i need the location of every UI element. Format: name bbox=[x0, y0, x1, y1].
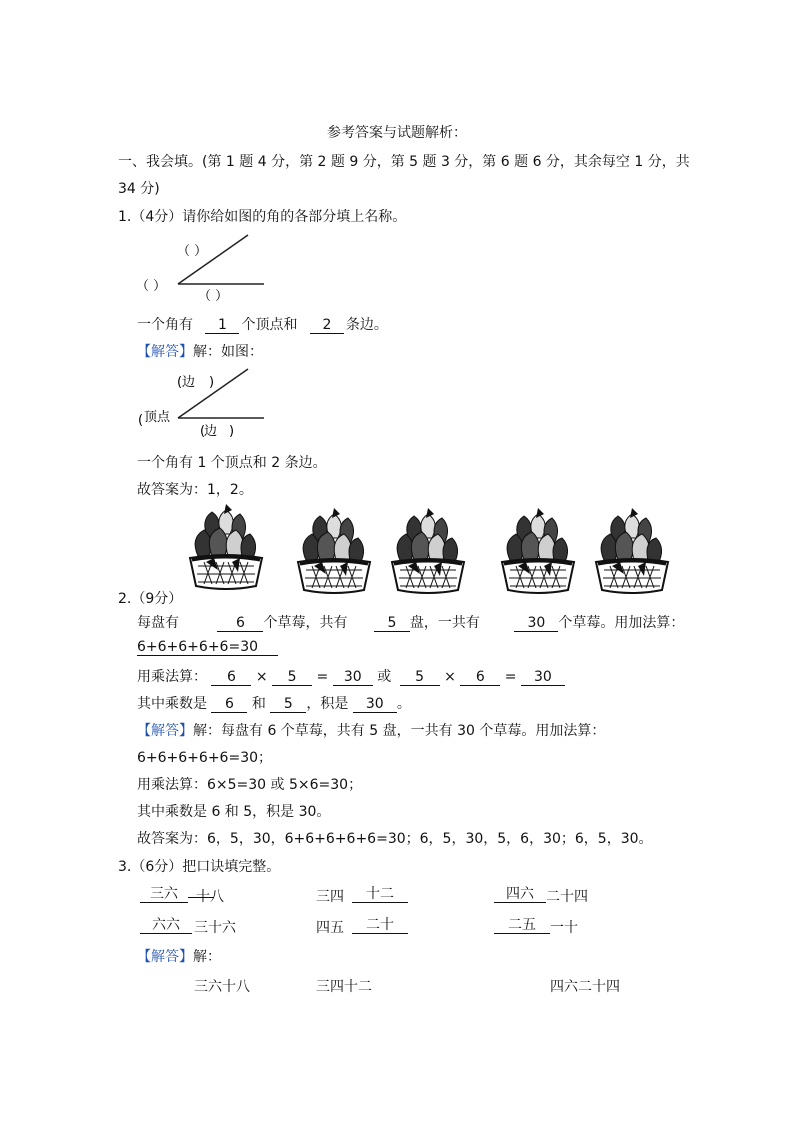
q2-blank-factor2: 5 bbox=[270, 696, 306, 713]
answer-tag: 【解答】 bbox=[137, 344, 193, 360]
q3-item bbox=[140, 917, 192, 934]
q3-item bbox=[494, 886, 546, 903]
q3-blank: 六六 bbox=[140, 917, 192, 934]
paren-left: （ ） bbox=[136, 279, 167, 294]
q2-final-answer: 故答案为：6，5，30，6+6+6+6+6=30；6，5，30，5，6，30；6，5，30。 bbox=[137, 831, 653, 847]
q3-blank: 十二 bbox=[352, 886, 408, 903]
q3-item bbox=[352, 886, 408, 903]
answer-paren-top-close: ) bbox=[209, 375, 215, 390]
q1-answer-angle-figure bbox=[136, 364, 276, 444]
q3-answer-lead-text: 解： bbox=[193, 949, 221, 965]
equals-sign: = bbox=[316, 669, 329, 685]
answer-paren-bottom-close: ) bbox=[229, 424, 235, 439]
label-edge-bottom: 边 bbox=[204, 424, 218, 439]
q1-fill-suffix: 条边。 bbox=[345, 317, 388, 333]
q2-l4-text-d: 。 bbox=[396, 696, 411, 712]
q3-item-rest: 一十 bbox=[550, 920, 578, 936]
q2-blank-mul-b1: 5 bbox=[400, 669, 440, 686]
q2-l3-or: 或 bbox=[377, 669, 392, 685]
q1-answer-lead-text: 解：如图： bbox=[193, 344, 263, 360]
q3-blank: 三六 bbox=[140, 886, 188, 903]
q2-l1-text-c: 个草莓，共有 bbox=[263, 615, 348, 631]
section-heading-line1: 一、我会填。(第 1 题 4 分，第 2 题 9 分，第 5 题 3 分，第 6 题 6 分，其余每空 1 分，共 bbox=[118, 154, 690, 170]
q3-item bbox=[494, 917, 550, 934]
q3-answer-item: 四六二十四 bbox=[550, 979, 620, 995]
q3-item-pre: 四五 bbox=[316, 920, 344, 936]
q2-heading: 2.（9分） bbox=[118, 591, 183, 607]
q3-item bbox=[352, 917, 408, 934]
strawberry-basket-image bbox=[594, 508, 672, 600]
paren-bottom: （ ） bbox=[198, 289, 229, 304]
q1-angle-figure bbox=[136, 228, 276, 308]
q2-strawberry-baskets bbox=[188, 504, 688, 596]
times-sign: × bbox=[255, 669, 268, 685]
q2-answer-1 bbox=[137, 720, 605, 740]
q1-heading: 1.（4分）请你给如图的角的各部分填上名称。 bbox=[118, 209, 407, 225]
answer-paren-top-open: ( bbox=[177, 375, 183, 390]
q2-answer-4: 其中乘数是 6 和 5，积是 30。 bbox=[137, 804, 331, 820]
q3-heading: 3.（6分）把口诀填完整。 bbox=[118, 859, 281, 875]
q2-blank-mul-a1: 6 bbox=[211, 669, 251, 686]
page-title: 参考答案与试题解析： bbox=[327, 125, 467, 141]
q3-blank: 二五 bbox=[494, 917, 550, 934]
q2-answer-3: 用乘法算：6×5=30 或 5×6=30； bbox=[137, 777, 363, 793]
q1-answer-lead bbox=[137, 341, 263, 361]
q1-fill-prefix: 一个角有 bbox=[137, 317, 193, 333]
q2-l1-text-e: 个草莓。用加法算： bbox=[558, 615, 685, 631]
strawberry-basket-image bbox=[390, 508, 468, 600]
angle-edge-top bbox=[178, 235, 248, 284]
q2-l4-text-c: ，积是 bbox=[306, 696, 349, 712]
q2-l4-and: 和 bbox=[251, 696, 266, 712]
strawberry-basket-image bbox=[296, 508, 374, 600]
answer-tag: 【解答】 bbox=[137, 949, 193, 965]
q2-blank-total: 30 bbox=[514, 615, 558, 632]
q2-l1-text-d: 盘，一共有 bbox=[409, 615, 480, 631]
q2-answer-1-text: 解：每盘有 6 个草莓，共有 5 盘，一共有 30 个草莓。用加法算： bbox=[193, 723, 606, 739]
section-heading-line2: 34 分) bbox=[118, 181, 160, 197]
q2-blank-mul-a3: 30 bbox=[333, 669, 373, 686]
q1-answer-text: 一个角有 1 个顶点和 2 条边。 bbox=[137, 455, 327, 471]
q2-l3-text-a: 用乘法算： bbox=[137, 669, 207, 685]
equals-sign: = bbox=[504, 669, 517, 685]
q2-line3 bbox=[137, 666, 565, 686]
q1-blank-vertex: 1 bbox=[205, 317, 239, 334]
q2-addition-blank: 6+6+6+6+6=30 bbox=[137, 639, 278, 656]
label-edge-top: 边 bbox=[182, 375, 196, 390]
q1-fill-mid: 个顶点和 bbox=[241, 317, 298, 333]
q3-item-pre: 三四 bbox=[316, 889, 344, 905]
q1-fill-line bbox=[137, 314, 388, 334]
q3-blank: 四六 bbox=[494, 886, 546, 903]
q3-blank: 二十 bbox=[352, 917, 408, 934]
q2-line2 bbox=[137, 639, 278, 656]
q2-line1 bbox=[137, 612, 684, 632]
q1-final-answer: 故答案为：1，2。 bbox=[137, 482, 253, 498]
paren-top: （ ） bbox=[177, 244, 208, 259]
answer-paren-left-open: ( bbox=[138, 413, 144, 428]
strawberry-basket-image bbox=[500, 508, 578, 600]
answer-tag: 【解答】 bbox=[137, 723, 193, 739]
q2-blank-plates: 5 bbox=[374, 615, 410, 632]
times-sign: × bbox=[444, 669, 456, 685]
q3-item-rest: 二十四 bbox=[546, 889, 588, 905]
q3-answer-item: 三六十八 bbox=[194, 979, 250, 995]
q3-item-rest: 十八 bbox=[196, 889, 224, 905]
q2-line4 bbox=[137, 693, 411, 713]
q2-blank-product: 30 bbox=[353, 696, 397, 713]
answer-paren-bottom-open: ( bbox=[200, 424, 206, 439]
q3-item-rest: 三十六 bbox=[194, 920, 236, 936]
label-vertex: 顶点 bbox=[144, 410, 171, 425]
q2-blank-mul-b2: 6 bbox=[460, 669, 500, 686]
q3-answer-lead bbox=[137, 946, 221, 966]
strawberry-basket-image bbox=[188, 504, 266, 596]
q2-blank-mul-a2: 5 bbox=[272, 669, 312, 686]
q2-l4-text-a: 其中乘数是 bbox=[137, 696, 207, 712]
q2-blank-factor1: 6 bbox=[211, 696, 247, 713]
q2-blank-mul-b3: 30 bbox=[521, 669, 565, 686]
q2-blank-per-plate: 6 bbox=[217, 615, 263, 632]
q2-answer-2: 6+6+6+6+6=30； bbox=[137, 750, 273, 766]
q3-answer-item: 三四十二 bbox=[316, 979, 372, 995]
q2-l1-text-a: 每盘有 bbox=[137, 615, 179, 631]
q1-blank-edges: 2 bbox=[310, 317, 344, 334]
